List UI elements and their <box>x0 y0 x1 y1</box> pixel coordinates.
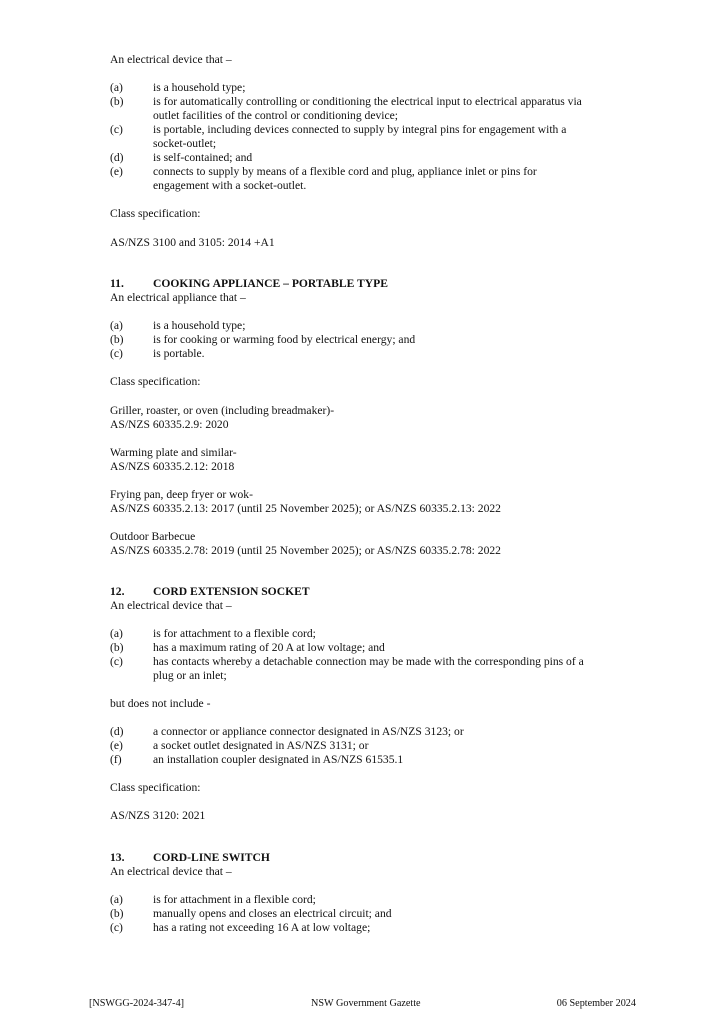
section-number: 11. <box>110 277 124 290</box>
list-item-text: an installation coupler designated in AS/NZS 61535.1 <box>153 753 404 766</box>
class-spec-label: Class specification: <box>110 375 201 388</box>
spec-name: Frying pan, deep fryer or wok- <box>110 488 253 501</box>
list-item-label: (b) <box>110 95 124 108</box>
spec-name: Griller, roaster, or oven (including breadmaker)- <box>110 404 335 417</box>
footer-date: 06 September 2024 <box>556 998 636 1009</box>
list-item-text: manually opens and closes an electrical circuit; and <box>153 907 392 920</box>
list-item-label: (a) <box>110 81 123 94</box>
list-item-text: is a household type; <box>153 81 246 94</box>
class-spec-value: AS/NZS 3120: 2021 <box>110 809 206 822</box>
section-lead: An electrical device that – <box>110 599 232 612</box>
list-item-text: is portable. <box>153 347 205 360</box>
spec-name: Warming plate and similar- <box>110 446 237 459</box>
list-item-label: (d) <box>110 725 124 738</box>
list-item-text: is for automatically controlling or conditioning the electrical input to electrical apparatus via <box>153 95 582 108</box>
section-title: CORD-LINE SWITCH <box>153 851 270 864</box>
list-item-text: has contacts whereby a detachable connection may be made with the corresponding pins of a <box>153 655 584 668</box>
list-item-label: (c) <box>110 655 123 668</box>
section-title: CORD EXTENSION SOCKET <box>153 585 310 598</box>
list-item-text: is portable, including devices connected to supply by integral pins for engagement with a <box>153 123 567 136</box>
list-item-text: a connector or appliance connector designated in AS/NZS 3123; or <box>153 725 464 738</box>
footer-publication: NSW Government Gazette <box>311 998 421 1009</box>
list-item-text: has a rating not exceeding 16 A at low voltage; <box>153 921 371 934</box>
list-item-label: (a) <box>110 893 123 906</box>
list-item-text: is for attachment in a flexible cord; <box>153 893 316 906</box>
list-item-label: (c) <box>110 123 123 136</box>
list-item-text: has a maximum rating of 20 A at low voltage; and <box>153 641 385 654</box>
list-item-text: is self-contained; and <box>153 151 253 164</box>
class-spec-value: AS/NZS 3100 and 3105: 2014 +A1 <box>110 236 275 249</box>
section-number: 13. <box>110 851 125 864</box>
list-item-label: (d) <box>110 151 124 164</box>
section-title: COOKING APPLIANCE – PORTABLE TYPE <box>153 277 388 290</box>
list-item-text: a socket outlet designated in AS/NZS 3131; or <box>153 739 369 752</box>
list-item-text: is for attachment to a flexible cord; <box>153 627 316 640</box>
footer-reference: [NSWGG-2024-347-4] <box>89 998 185 1009</box>
exclusion-lead: but does not include - <box>110 697 211 710</box>
list-item-label: (a) <box>110 319 123 332</box>
list-item-text-continued: plug or an inlet; <box>153 669 227 682</box>
spec-standard: AS/NZS 60335.2.9: 2020 <box>110 418 229 431</box>
list-item-label: (f) <box>110 753 122 766</box>
list-item-text: is a household type; <box>153 319 246 332</box>
list-item-label: (a) <box>110 627 123 640</box>
spec-standard: AS/NZS 60335.2.78: 2019 (until 25 November 2025); or AS/NZS 60335.2.78: 2022 <box>110 544 501 557</box>
list-item-label: (e) <box>110 165 123 178</box>
list-item-label: (b) <box>110 907 124 920</box>
section-lead: An electrical appliance that – <box>110 291 246 304</box>
class-spec-label: Class specification: <box>110 781 201 794</box>
spec-standard: AS/NZS 60335.2.12: 2018 <box>110 460 235 473</box>
class-spec-label: Class specification: <box>110 207 201 220</box>
list-item-label: (b) <box>110 333 124 346</box>
spec-name: Outdoor Barbecue <box>110 530 196 543</box>
list-item-label: (c) <box>110 921 123 934</box>
list-item-label: (e) <box>110 739 123 752</box>
section-lead: An electrical device that – <box>110 865 232 878</box>
list-item-text-continued: engagement with a socket-outlet. <box>153 179 307 192</box>
list-item-text-continued: outlet facilities of the control or conditioning device; <box>153 109 399 122</box>
list-item-label: (c) <box>110 347 123 360</box>
list-item-text-continued: socket-outlet; <box>153 137 217 150</box>
section-number: 12. <box>110 585 125 598</box>
intro-lead: An electrical device that – <box>110 53 232 66</box>
list-item-text: connects to supply by means of a flexible cord and plug, appliance inlet or pins for <box>153 165 537 178</box>
spec-standard: AS/NZS 60335.2.13: 2017 (until 25 November 2025); or AS/NZS 60335.2.13: 2022 <box>110 502 501 515</box>
list-item-text: is for cooking or warming food by electrical energy; and <box>153 333 416 346</box>
list-item-label: (b) <box>110 641 124 654</box>
